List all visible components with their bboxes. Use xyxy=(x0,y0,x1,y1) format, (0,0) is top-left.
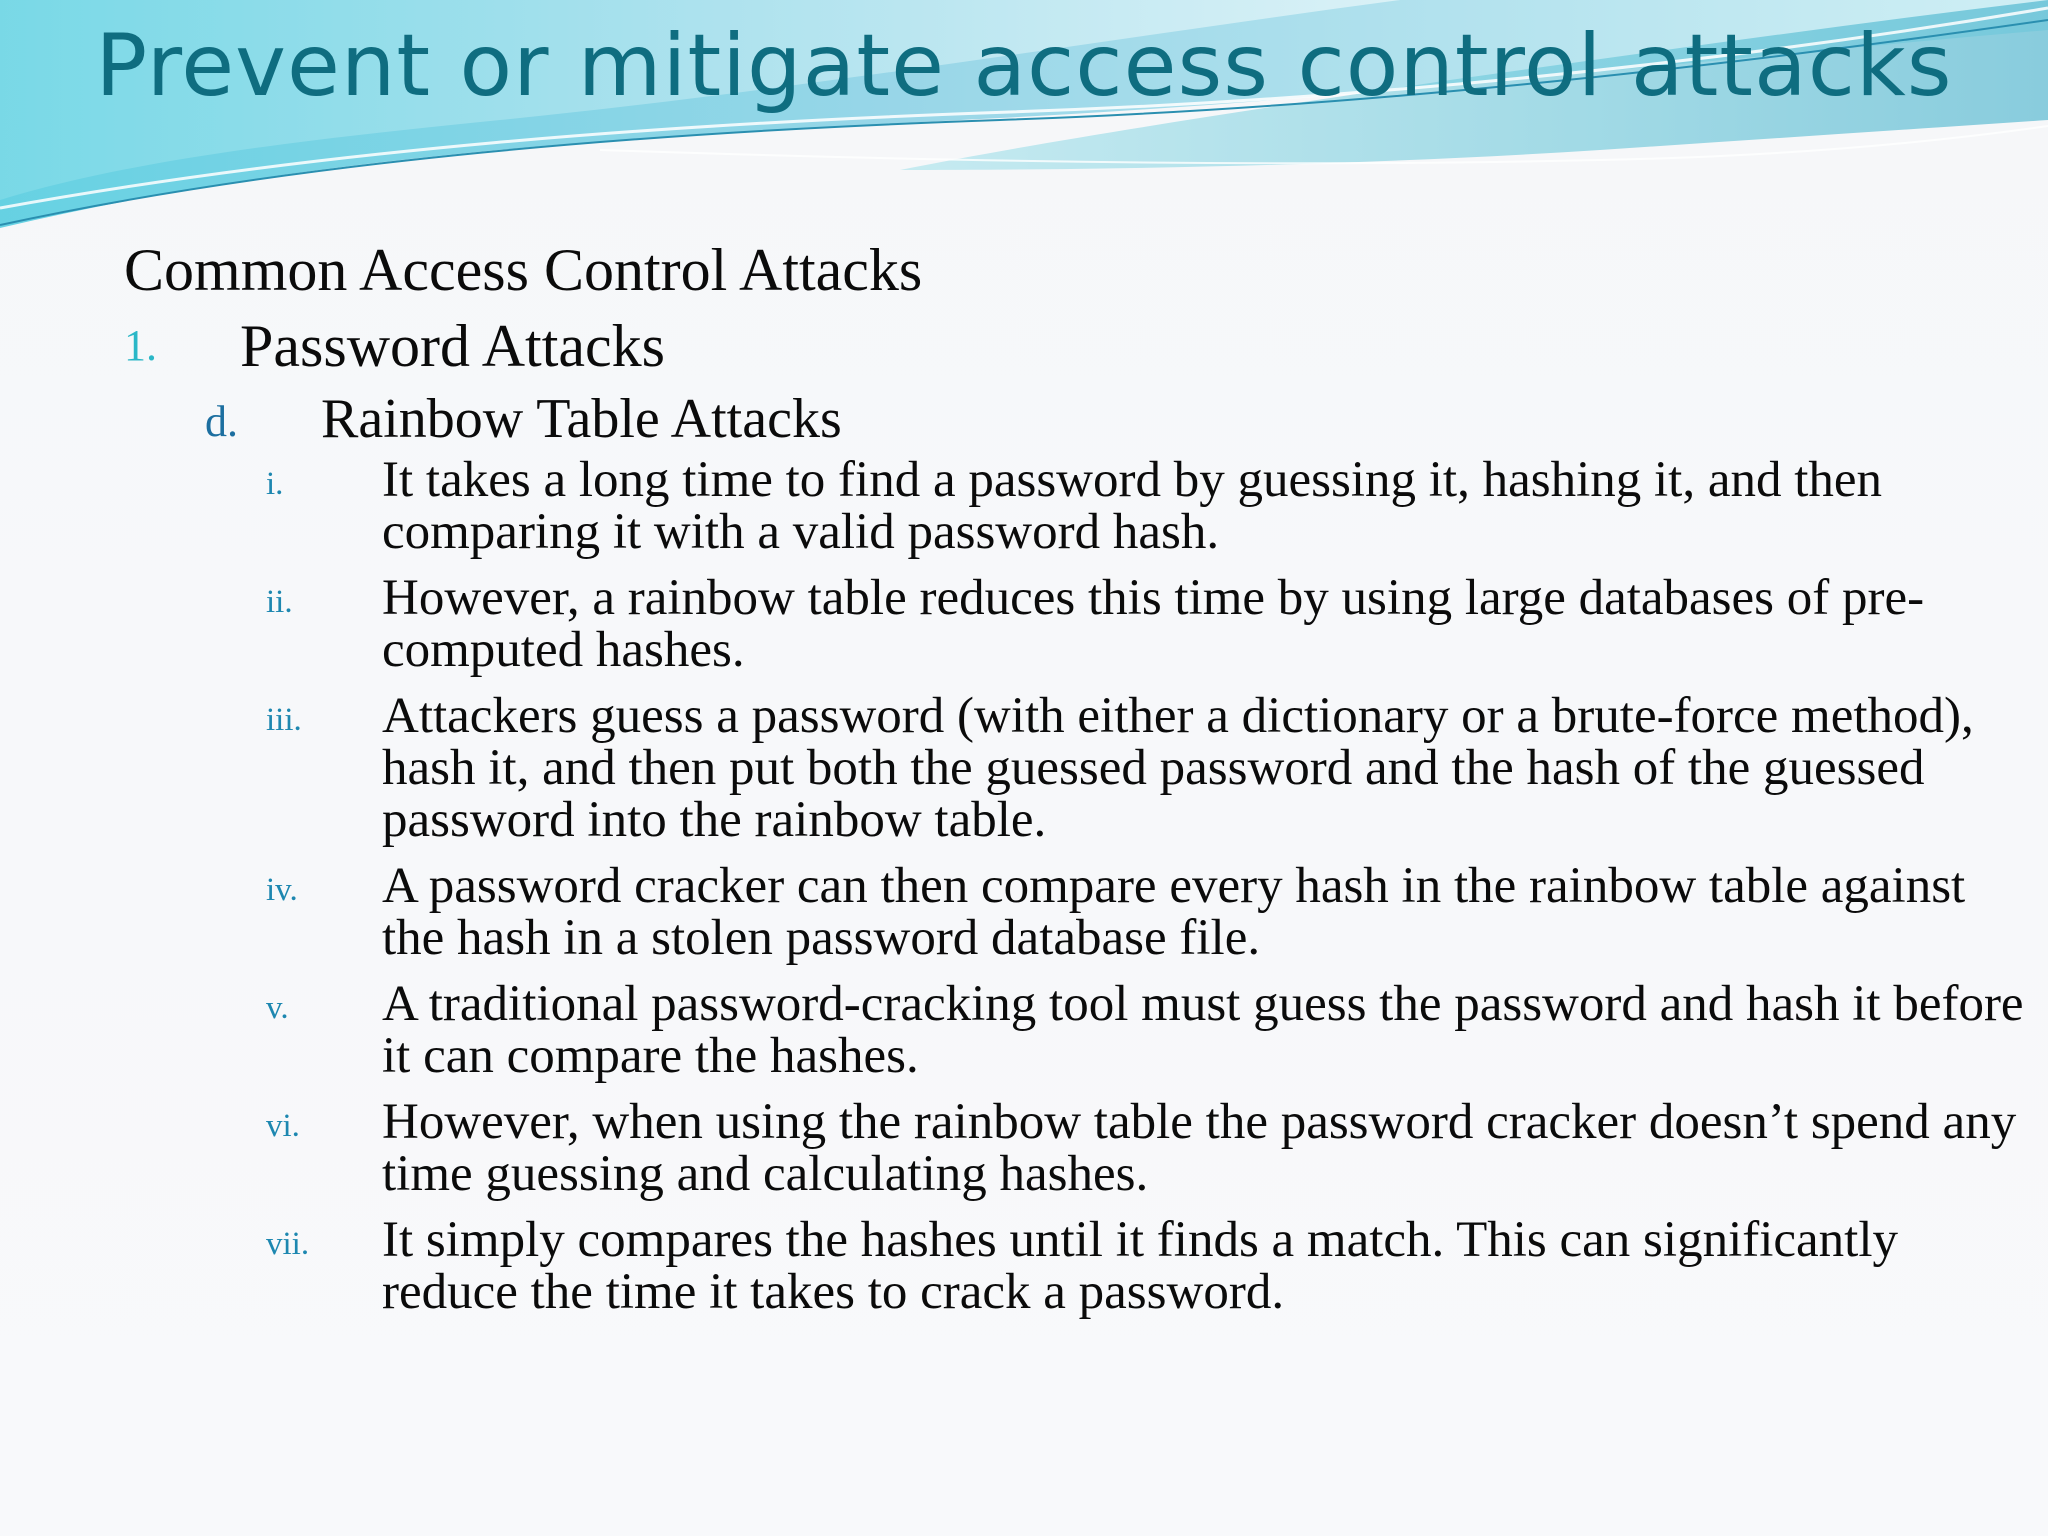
list-item xyxy=(124,572,1964,676)
list-item-text: It simply compares the hashes until it finds a match. This can significantly reduce the time it takes to crack a password. xyxy=(382,1212,1899,1320)
list-marker: iii. xyxy=(266,702,302,738)
roman-bullet-list xyxy=(124,452,2024,1320)
list-item xyxy=(124,688,1974,848)
list-item-text: However, when using the rainbow table the password cracker doesn’t spend any time guessing and calculating hashes. xyxy=(382,1094,2017,1202)
list-item xyxy=(124,1094,2017,1202)
list-marker: d. xyxy=(205,397,238,446)
list-item-text: It takes a long time to find a password by guessing it, hashing it, and then comparing it with a valid password hash. xyxy=(382,452,1883,560)
list-item xyxy=(124,1214,1964,1318)
list-item xyxy=(124,976,2024,1084)
section-heading: Common Access Control Attacks xyxy=(124,237,923,303)
slide-title: Prevent or mitigate access control attacks xyxy=(95,16,1953,116)
list-item xyxy=(124,860,1964,964)
outline-item-level2 xyxy=(124,384,1964,454)
list-marker: vi. xyxy=(266,1108,300,1144)
list-marker: ii. xyxy=(266,584,293,620)
outline-item-level1 xyxy=(124,308,1964,384)
list-marker: iv. xyxy=(266,872,298,908)
outline-item-level1-text: Password Attacks xyxy=(240,313,665,379)
list-item-text: However, a rainbow table reduces this time by using large databases of pre-computed hashes. xyxy=(382,570,1925,678)
list-marker: v. xyxy=(266,990,289,1026)
list-item-text: Attackers guess a password (with either a dictionary or a brute-force method), hash it, and then put both the guessed password and the hash of the guessed password into the rainbow table. xyxy=(382,688,1974,848)
outline-item-level2-text: Rainbow Table Attacks xyxy=(321,388,842,450)
slide-body xyxy=(124,232,2024,1332)
list-marker: 1. xyxy=(124,321,157,370)
list-item-text: A traditional password-cracking tool must guess the password and hash it before it can compare the hashes. xyxy=(382,976,2024,1084)
list-marker: vii. xyxy=(266,1226,310,1262)
list-item xyxy=(124,454,1964,558)
list-marker: i. xyxy=(266,466,284,502)
list-item-text: A password cracker can then compare every hash in the rainbow table against the hash in a stolen password database file. xyxy=(382,858,1966,966)
